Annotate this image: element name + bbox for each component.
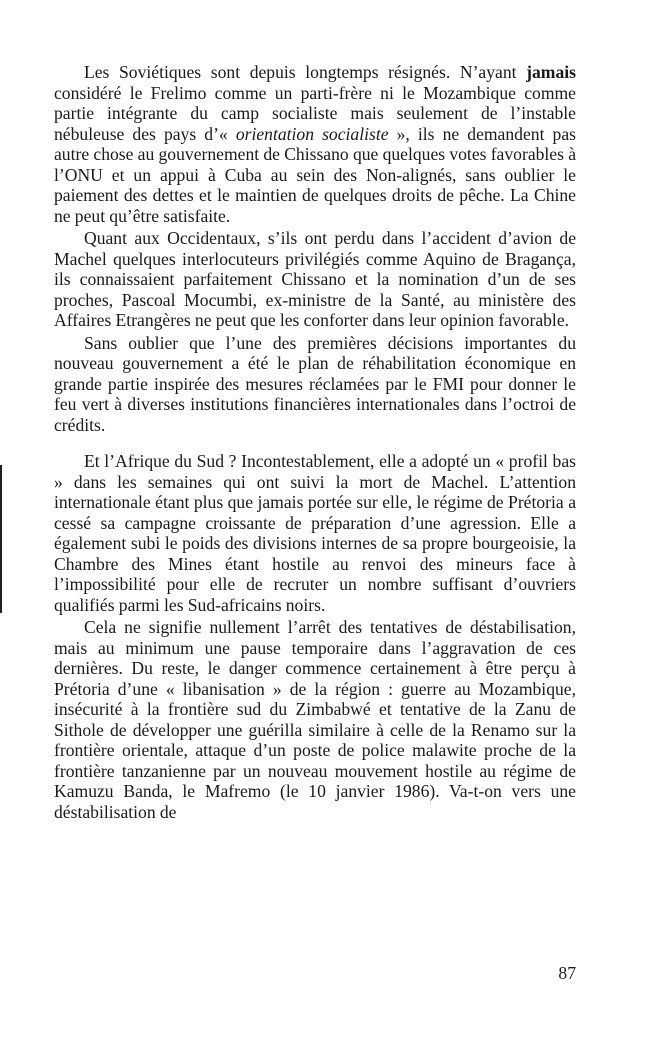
- emphasis-jamais: jamais: [526, 62, 576, 82]
- paragraph-rehabilitation: [54, 333, 576, 436]
- paragraph-text: », ils ne demandent pas autre chose au gouvernement de Chissano que quelques votes favorables à l’ONU et un appui à Cuba au sein des Non-alignés, sans oublier le paiement des dettes et le maintien de quelques droits de pêche. La Chine ne peut qu’être satisfaite.: [54, 123, 576, 226]
- paragraph-text: Les Soviétiques sont depuis longtemps résignés. N’ayant: [84, 62, 527, 82]
- paragraph-text: considéré le Frelimo comme un parti-frère ni le Mozambique comme partie intégrante du camp socialiste mais seulement de l’instable nébuleuse des pays d’«: [54, 82, 576, 144]
- page-body: [54, 62, 576, 822]
- paragraph-afrique-du-sud: [54, 451, 576, 615]
- paragraph-text: Et l’Afrique du Sud ? Incontestablement, elle a adopté un « profil bas » dans les semaines qui ont suivi la mort de Machel. L’attention internationale étant plus que jamais portée sur elle, le régime de Prétoria a cessé sa campagne croissante de préparation d’une agression. Elle a également subi le poids des divisions internes de sa propre bourgeoisie, la Chambre des Mines étant hostile au renvoi des mineurs face à l’impossibilité pour elle de recruter un nombre suffisant d’ouvriers qualifiés parmi les Sud-africains noirs.: [54, 451, 576, 615]
- paragraph-text: Quant aux Occidentaux, s’ils ont perdu dans l’accident d’avion de Machel quelques interlocuteurs privilégiés comme Aquino de Bragança, ils connaissaient parfaitement Chissano et la nomination d’un de ses proches, Pascoal Mocumbi, ex-ministre de la Santé, au ministère des Affaires Etrangères ne peut que les conforter dans leur opinion favorable.: [54, 228, 576, 330]
- paragraph-sovietiques: [54, 62, 576, 226]
- page-number: 87: [558, 963, 576, 983]
- scan-edge-mark: [0, 465, 2, 613]
- paragraph-text: Sans oublier que l’une des premières décisions importantes du nouveau gouvernement a été le plan de réhabilitation économique en grande partie inspirée des mesures réclamées par le FMI pour donner le feu vert à diverses institutions financières internationales dans l’octroi de crédits.: [54, 332, 576, 435]
- paragraph-destabilisation: [54, 617, 576, 822]
- emphasis-orientation-socialiste: orientation socialiste: [235, 123, 389, 144]
- paragraph-text: Cela ne signifie nullement l’arrêt des tentatives de déstabilisation, mais au minimum une pause temporaire dans l’aggravation de ces dernières. Du reste, le danger commence certainement à être perçu à Prétoria d’une « libanisation » de la région : guerre au Mozambique, insécurité à la frontière sud du Zimbabwé et tentative de la Zanu de Sithole de développer une guérilla similaire à celle de la Renamo sur la frontière orientale, attaque d’un poste de police malawite proche de la frontière tanzanienne par un nouveau mouvement hostile au régime de Kamuzu Banda, le Mafremo (le 10 janvier 1986). Va-t-on vers une déstabilisation de: [54, 617, 576, 822]
- paragraph-occidentaux: [54, 228, 576, 331]
